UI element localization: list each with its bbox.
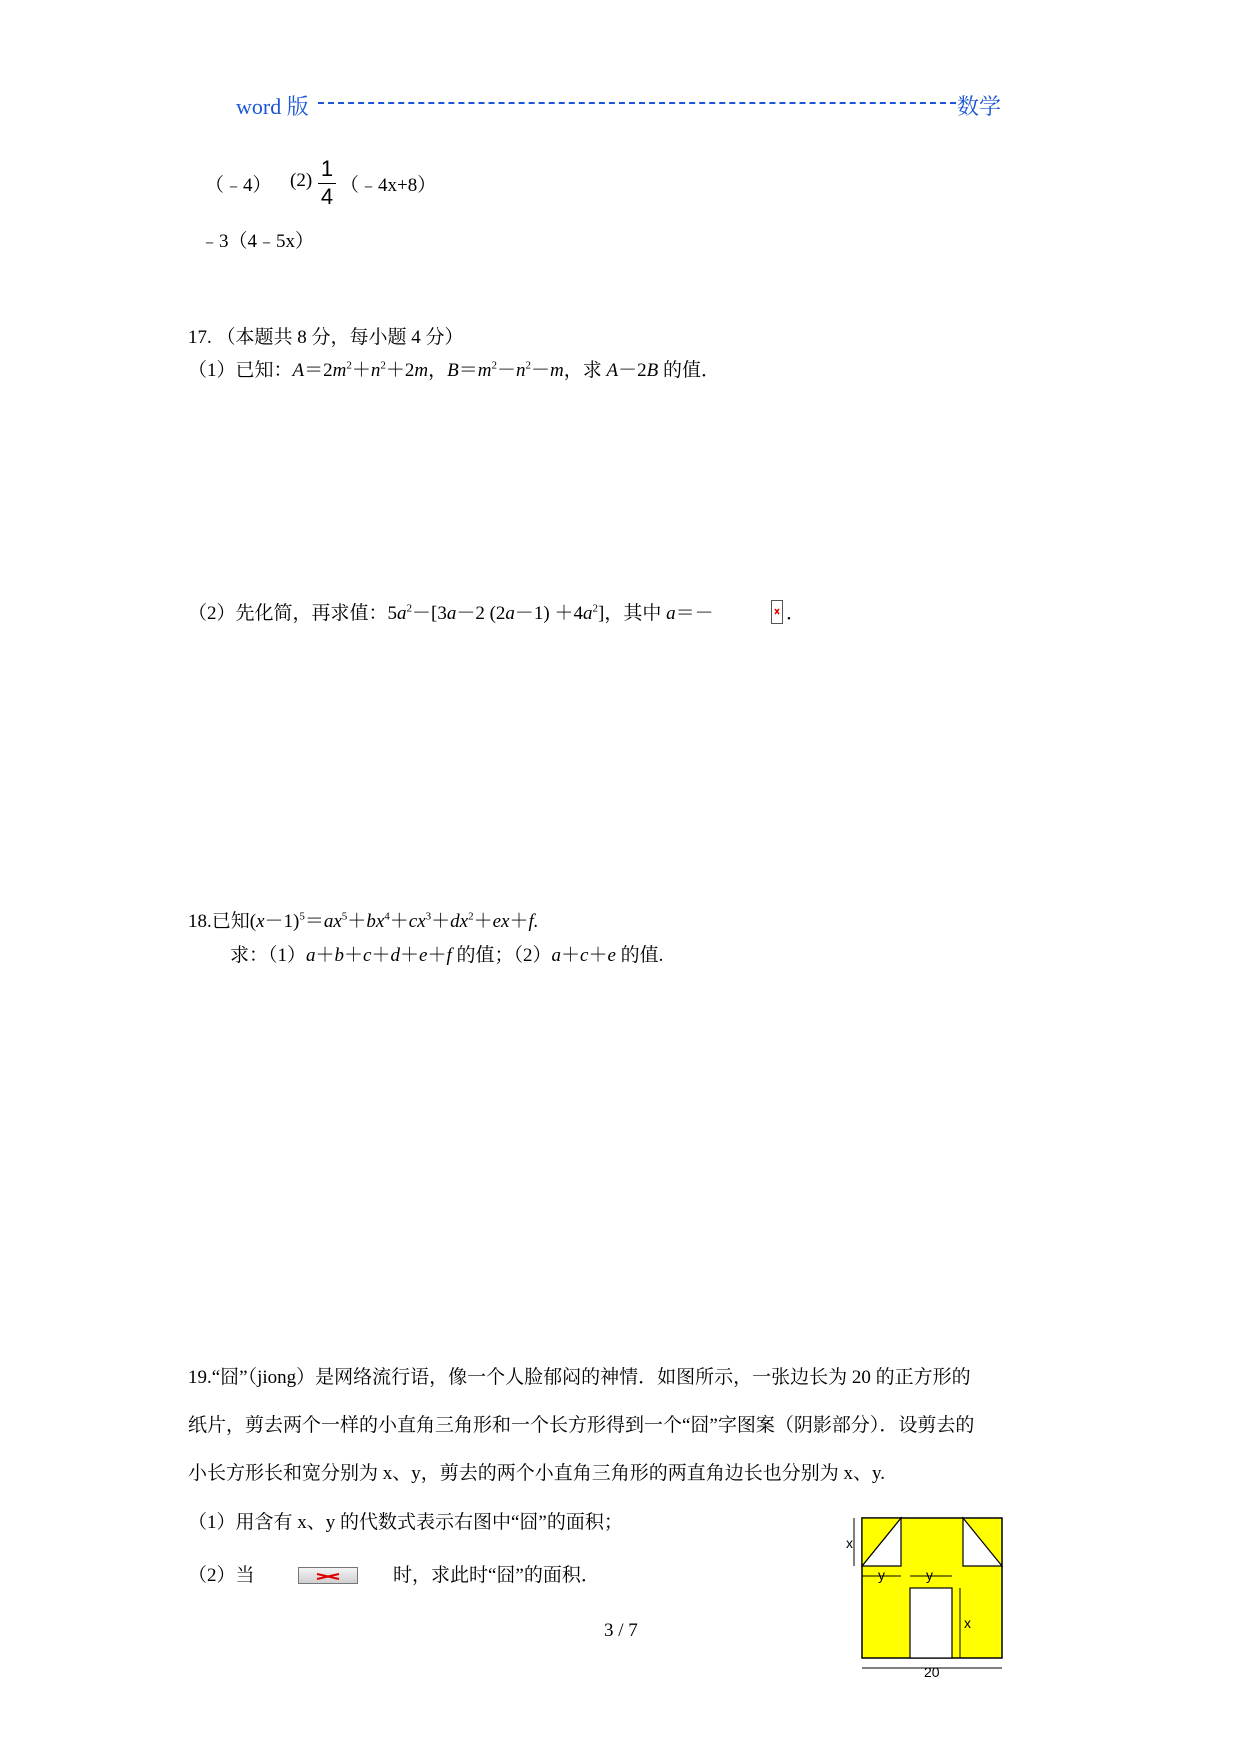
var-c: c xyxy=(363,945,372,966)
op: －1) ＋4 xyxy=(514,603,583,624)
q19-line1: 19.“囧”（jiong）是网络流行语，像一个人脸郁闷的神情．如图所示，一张边长为 20 的正方形的 xyxy=(188,1367,971,1388)
var-a: a xyxy=(551,945,562,966)
op: ＋2 xyxy=(385,360,415,381)
jiong-figure xyxy=(840,1510,1015,1680)
q18-prefix: 18.已知( xyxy=(188,911,257,932)
op: ＋ xyxy=(588,945,608,966)
var-a: a xyxy=(505,603,515,624)
q17-part2 xyxy=(188,598,714,625)
bottom-rect-cutout xyxy=(910,1588,952,1658)
exponent: 4 xyxy=(384,910,390,923)
op: ＝2 xyxy=(304,360,333,381)
op: ＝－ xyxy=(675,603,714,624)
term-ex: ex xyxy=(492,911,510,932)
prev-line2: ﹣3（4﹣5x） xyxy=(200,231,315,252)
var-a: a xyxy=(446,603,457,624)
label-y2: y xyxy=(926,1567,933,1583)
var-n: n xyxy=(370,360,381,381)
q18-line2-prefix: 求：（1） xyxy=(230,945,307,966)
var-e: e xyxy=(607,945,616,966)
header-left: word 版 xyxy=(236,94,309,119)
label-x-top: x xyxy=(846,1535,853,1551)
exponent: 2 xyxy=(592,602,598,615)
var-m: m xyxy=(477,360,492,381)
op: ＋ xyxy=(351,360,371,381)
broken-image-icon xyxy=(771,600,783,624)
op: －1) xyxy=(264,911,300,932)
broken-image-x-icon xyxy=(772,601,782,623)
prev-line1-left: （﹣4） xyxy=(205,175,272,196)
var-e: e xyxy=(419,945,428,966)
var-x: x xyxy=(256,911,265,932)
term-f: f. xyxy=(528,911,539,932)
var-d: d xyxy=(390,945,400,966)
op: ＋ xyxy=(509,911,529,932)
q17-part1 xyxy=(188,355,720,382)
var-B: B xyxy=(447,360,459,381)
op: ＋ xyxy=(400,945,420,966)
exponent: 2 xyxy=(380,359,386,372)
op: ＋ xyxy=(473,911,493,932)
var-m: m xyxy=(414,360,429,381)
var-c: c xyxy=(580,945,589,966)
page-number: 3 / 7 xyxy=(604,1620,638,1641)
label-20: 20 xyxy=(924,1664,940,1680)
fraction-numerator: 1 xyxy=(320,156,334,181)
op: －[3 xyxy=(412,603,447,624)
op: ＋ xyxy=(561,945,581,966)
var-m: m xyxy=(332,360,347,381)
var-A: A xyxy=(606,360,619,381)
term-dx: dx xyxy=(450,911,469,932)
var-B: B xyxy=(646,360,659,381)
var-a: a xyxy=(397,603,407,624)
q17-p2-prefix: （2）先化简，再求值：5 xyxy=(188,603,398,624)
op: ＋ xyxy=(431,911,451,932)
op: －2 xyxy=(618,360,647,381)
var-m: m xyxy=(550,360,564,381)
q18-line2-mid: 的值；（2） xyxy=(451,945,552,966)
exponent: 3 xyxy=(425,910,432,923)
var-f: f xyxy=(446,945,452,966)
q17-p1-mid: ，求 xyxy=(563,360,607,381)
scissors-icon xyxy=(299,1569,357,1584)
q17-p2-end: ． xyxy=(786,603,806,624)
op: ＋ xyxy=(371,945,391,966)
var-A: A xyxy=(292,360,305,381)
op: － xyxy=(531,360,551,381)
label-x-right: x xyxy=(964,1615,971,1631)
term-ax: ax xyxy=(323,911,342,932)
var-a: a xyxy=(666,603,676,624)
q17-title: 17. （本题共 8 分，每小题 4 分） xyxy=(188,327,464,348)
term-bx: bx xyxy=(366,911,385,932)
q18-line2-end: 的值. xyxy=(615,945,664,966)
exponent: 2 xyxy=(406,602,413,615)
q17-p1-prefix: （1）已知： xyxy=(188,360,293,381)
exponent: 2 xyxy=(491,359,498,372)
var-n: n xyxy=(516,360,526,381)
q18-line2 xyxy=(230,940,663,967)
q17-p1-suffix: 的值． xyxy=(658,360,721,381)
var-a: a xyxy=(583,603,593,624)
op: －2 (2 xyxy=(456,603,506,624)
term-cx: cx xyxy=(408,911,426,932)
prev-part2-label: (2) xyxy=(290,170,313,191)
label-y1: y xyxy=(878,1567,885,1583)
q19-line4: （1）用含有 x、y 的代数式表示右图中“囧”的面积； xyxy=(188,1512,623,1533)
q19-line3: 小长方形长和宽分别为 x、y，剪去的两个小直角三角形的两直角边长也分别为 x、y. xyxy=(188,1463,886,1484)
op: ＋ xyxy=(389,911,409,932)
op: ＋ xyxy=(344,945,364,966)
op: ]，其中 xyxy=(598,603,667,624)
op: ＝ xyxy=(304,911,324,932)
exponent: 5 xyxy=(341,910,348,923)
exponent: 2 xyxy=(525,359,532,372)
var-a: a xyxy=(306,945,316,966)
exponent: 2 xyxy=(346,359,352,372)
header-right: 数学 xyxy=(957,94,1002,119)
header-divider xyxy=(318,102,956,104)
op: ＋ xyxy=(315,945,335,966)
op: ＝ xyxy=(458,360,478,381)
broken-image-icon xyxy=(298,1567,358,1584)
q19-line5-a: （2）当 xyxy=(188,1565,255,1586)
op: ＋ xyxy=(347,911,367,932)
q18-line1 xyxy=(188,906,539,933)
exponent: 2 xyxy=(468,910,474,923)
fraction-denominator: 4 xyxy=(320,184,334,209)
fraction xyxy=(316,156,338,210)
op: － xyxy=(497,360,517,381)
q19-line5-b: 时，求此时“囧”的面积． xyxy=(393,1565,600,1586)
q19-line2: 纸片，剪去两个一样的小直角三角形和一个长方形得到一个“囧”字图案（阴影部分）．设剪去的 xyxy=(188,1415,975,1436)
var-b: b xyxy=(334,945,345,966)
prev-line1-right: （﹣4x+8） xyxy=(340,175,437,196)
op: ＋ xyxy=(427,945,447,966)
exponent: 5 xyxy=(299,910,305,923)
op: ， xyxy=(428,360,448,381)
